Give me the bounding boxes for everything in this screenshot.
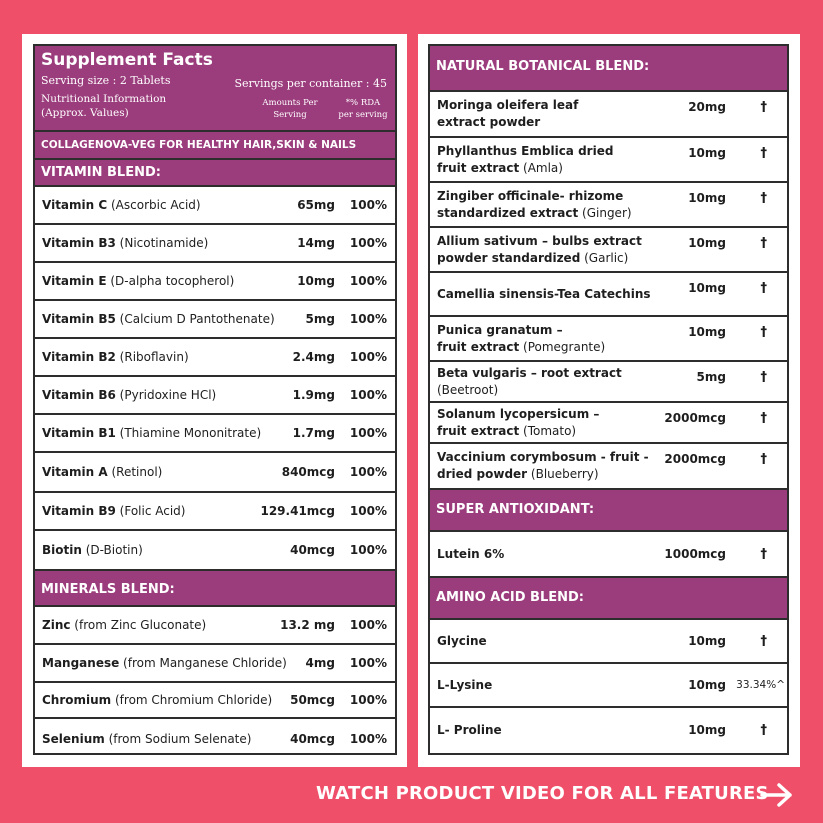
ingredient-row (430, 620, 787, 664)
nutrient-label: Vitamin C (42, 197, 108, 212)
botanical-name (437, 362, 657, 401)
nutrient-detail: (D-Biotin) (81, 542, 143, 557)
nutrient-row (35, 415, 395, 453)
botanical-row (430, 444, 787, 488)
servings-per-container: Servings per container : 45 (234, 77, 387, 90)
nutrient-name (42, 377, 216, 413)
nutrient-detail: (from Manganese Chloride) (119, 655, 287, 670)
dagger-mark: † (760, 722, 767, 738)
botanical-name-line1: Allium sativum – bulbs extract (437, 233, 642, 248)
botanical-name-part: fruit extract (437, 339, 520, 354)
botanical-name (437, 92, 657, 136)
botanical-detail: (Pomegrante) (519, 339, 606, 354)
ingredient-label: L- Proline (437, 722, 502, 737)
nutrient-label: Vitamin B3 (42, 235, 116, 250)
ingredient-row (430, 708, 787, 752)
nutrient-amount: 4mg (305, 656, 335, 670)
botanical-name-line1: Moringa oleifera leaf (437, 98, 579, 112)
botanical-name-text (437, 97, 578, 131)
amino-acid-heading: AMINO ACID BLEND: (430, 576, 787, 620)
nutrient-detail: (Pyridoxine HCl) (115, 387, 217, 402)
botanical-amount: 5mg (696, 370, 726, 384)
nutritional-info-line2: (Approx. Values) (41, 107, 129, 119)
nutrient-rda: 100% (349, 198, 387, 212)
nutrient-name (42, 187, 201, 223)
rda-header-line1: *% RDA (345, 98, 381, 108)
dagger-mark: † (760, 325, 767, 340)
nutrient-name (42, 301, 275, 337)
nutrient-amount: 13.2 mg (280, 618, 335, 632)
botanical-name-line1: Zingiber officinale- rhizome (437, 188, 624, 203)
botanical-list (430, 92, 787, 488)
amount-per-serving-header (255, 97, 325, 121)
botanical-amount: 20mg (688, 100, 726, 114)
nutrient-rda: 100% (349, 618, 387, 632)
nutrient-detail: (Calcium D Pantothenate) (115, 311, 275, 326)
botanical-card (418, 34, 800, 767)
nutrient-rda: 100% (349, 465, 387, 479)
nutrient-rda: 100% (349, 236, 387, 250)
nutrient-amount: 10mg (297, 274, 335, 288)
nutrient-rda: 100% (349, 426, 387, 440)
botanical-name-text (437, 406, 599, 440)
ingredient-rda: 33.34%^ (736, 679, 785, 691)
amino-acid-list (430, 620, 787, 752)
nutrient-label: Selenium (42, 731, 105, 746)
dagger-mark: † (760, 191, 767, 206)
facts-header (35, 46, 395, 132)
nutrient-row (35, 607, 395, 645)
botanical-name-line2 (437, 466, 649, 483)
nutrient-rda: 100% (349, 656, 387, 670)
ingredient-amount: 1000mcg (664, 547, 726, 561)
ingredient-label: Glycine (437, 633, 487, 648)
nutrient-name (42, 645, 287, 681)
nutrient-name (42, 263, 234, 299)
ingredient-row (430, 532, 787, 576)
nutrient-name (42, 607, 206, 643)
ingredient-amount: 10mg (688, 723, 726, 737)
botanical-detail: (Beetroot) (437, 382, 499, 397)
botanical-name-line2 (437, 160, 613, 177)
ingredient-name (437, 664, 657, 706)
watch-video-link[interactable]: WATCH PRODUCT VIDEO FOR ALL FEATURES (316, 783, 769, 804)
nutritional-info-line1: Nutritional Information (41, 93, 167, 105)
nutrient-rda: 100% (349, 388, 387, 402)
botanical-panel (428, 44, 789, 755)
antioxidant-list (430, 532, 787, 576)
facts-title: Supplement Facts (41, 50, 213, 70)
botanical-detail: (Ginger) (578, 205, 632, 220)
arrow-right-icon[interactable] (760, 782, 794, 808)
botanical-name (437, 138, 657, 181)
botanical-name-text (437, 322, 605, 356)
botanical-name-line2 (437, 114, 578, 131)
nutrient-label: Vitamin E (42, 273, 107, 288)
dagger-mark: † (760, 546, 767, 562)
nutrient-detail: (Retinol) (107, 464, 163, 479)
nutrient-row (35, 645, 395, 683)
botanical-detail: (Amla) (519, 160, 563, 175)
botanical-name-line1: Vaccinium corymbosum - fruit - (437, 450, 649, 464)
nutrient-label: Vitamin A (42, 464, 108, 479)
botanical-blend-heading: NATURAL BOTANICAL BLEND: (430, 46, 787, 92)
nutrient-amount: 2.4mg (292, 350, 335, 364)
botanical-name-line2 (437, 382, 622, 399)
nutrient-rda: 100% (349, 543, 387, 557)
amount-header-line2: Serving (273, 110, 307, 120)
nutritional-info (41, 92, 166, 120)
ingredient-label: L-Lysine (437, 677, 493, 692)
nutrient-label: Vitamin B5 (42, 311, 116, 326)
nutrient-amount: 1.7mg (292, 426, 335, 440)
botanical-name-line2 (437, 250, 642, 267)
ingredient-label: Lutein 6% (437, 546, 505, 561)
nutrient-name (42, 339, 189, 375)
supplement-facts-card (22, 34, 407, 767)
nutrient-amount: 1.9mg (292, 388, 335, 402)
nutrient-name (42, 493, 185, 529)
botanical-name-text (437, 449, 649, 483)
nutrient-row (35, 719, 395, 755)
botanical-name-line2 (437, 339, 605, 356)
ingredient-name (437, 620, 657, 662)
nutrient-amount: 129.41mcg (260, 504, 335, 518)
nutrient-name (42, 415, 261, 451)
nutrient-detail: (D-alpha tocopherol) (106, 273, 235, 288)
botanical-name-line1: Solanum lycopersicum – (437, 406, 600, 421)
botanical-row (430, 403, 787, 444)
botanical-row (430, 92, 787, 138)
botanical-name-text (437, 286, 651, 303)
botanical-detail: (Tomato) (519, 423, 577, 438)
botanical-name-part: standardized extract (437, 205, 579, 220)
nutrient-label: Zinc (42, 617, 71, 632)
botanical-name (437, 183, 657, 226)
nutrient-amount: 14mg (297, 236, 335, 250)
nutrient-amount: 5mg (305, 312, 335, 326)
ingredient-name (437, 708, 657, 752)
botanical-name-text (437, 143, 613, 177)
nutrient-rda: 100% (349, 312, 387, 326)
nutrient-label: Chromium (42, 692, 112, 707)
botanical-amount: 10mg (688, 146, 726, 160)
dagger-mark: † (760, 146, 767, 161)
nutrient-row (35, 683, 395, 719)
botanical-name-line2 (437, 205, 632, 222)
dagger-mark: † (760, 281, 767, 296)
vitamin-blend-heading: VITAMIN BLEND: (35, 160, 395, 187)
botanical-name (437, 317, 657, 360)
vitamin-list (35, 187, 395, 569)
ingredient-name (437, 532, 657, 576)
botanical-amount: 10mg (688, 236, 726, 250)
nutrient-label: Vitamin B1 (42, 425, 116, 440)
botanical-name-text (437, 365, 622, 399)
botanical-name-part: fruit extract (437, 423, 520, 438)
nutrient-detail: (Folic Acid) (115, 503, 186, 518)
nutrient-detail: (from Zinc Gluconate) (70, 617, 207, 632)
nutrient-rda: 100% (349, 693, 387, 707)
botanical-name-part: fruit extract (437, 160, 520, 175)
nutrient-row (35, 377, 395, 415)
botanical-amount: 2000mcg (664, 452, 726, 466)
nutrient-rda: 100% (349, 350, 387, 364)
nutrient-detail: (Nicotinamide) (115, 235, 209, 250)
rda-header-line2: per serving (338, 110, 388, 120)
botanical-row (430, 273, 787, 317)
nutrient-label: Vitamin B6 (42, 387, 116, 402)
botanical-name-part: dried powder (437, 467, 528, 481)
nutrient-label: Biotin (42, 542, 82, 557)
nutrient-row (35, 301, 395, 339)
nutrient-row (35, 453, 395, 493)
minerals-list (35, 607, 395, 755)
nutrient-detail: (Thiamine Mononitrate) (115, 425, 262, 440)
dagger-mark: † (760, 633, 767, 649)
botanical-row (430, 317, 787, 362)
nutrient-detail: (Riboflavin) (115, 349, 189, 364)
nutrient-rda: 100% (349, 274, 387, 288)
dagger-mark: † (760, 452, 767, 467)
nutrient-amount: 50mcg (290, 693, 335, 707)
botanical-name-line1: Phyllanthus Emblica dried (437, 143, 614, 158)
nutrient-name (42, 531, 143, 569)
nutrient-label: Manganese (42, 655, 120, 670)
botanical-name (437, 444, 657, 488)
nutrient-label: Vitamin B2 (42, 349, 116, 364)
nutrient-row (35, 531, 395, 569)
botanical-name-line1: Punica granatum – (437, 322, 563, 337)
dagger-mark: † (760, 236, 767, 251)
botanical-row (430, 183, 787, 228)
super-antioxidant-heading: SUPER ANTIOXIDANT: (430, 488, 787, 532)
botanical-detail: (Blueberry) (527, 467, 599, 481)
nutrient-label: Vitamin B9 (42, 503, 116, 518)
botanical-name-part: powder standardized (437, 250, 581, 265)
botanical-amount: 2000mcg (664, 411, 726, 425)
nutrient-amount: 840mcg (281, 465, 335, 479)
ingredient-row (430, 664, 787, 708)
nutrient-name (42, 719, 251, 755)
nutrient-amount: 40mcg (290, 732, 335, 746)
botanical-amount: 10mg (688, 281, 726, 295)
nutrient-row (35, 339, 395, 377)
botanical-name-part: extract powder (437, 115, 541, 129)
botanical-name-text (437, 233, 642, 267)
botanical-name-line1: Beta vulgaris – root extract (437, 365, 622, 380)
botanical-name-text (437, 188, 632, 222)
botanical-row (430, 362, 787, 403)
dagger-mark: † (760, 100, 767, 115)
nutrient-detail: (from Sodium Selenate) (104, 731, 252, 746)
nutrient-row (35, 493, 395, 531)
botanical-name (437, 228, 657, 271)
nutrient-detail: (from Chromium Chloride) (111, 692, 273, 707)
nutrient-rda: 100% (349, 732, 387, 746)
nutrient-amount: 40mcg (290, 543, 335, 557)
nutrient-row (35, 225, 395, 263)
ingredient-amount: 10mg (688, 634, 726, 648)
botanical-amount: 10mg (688, 191, 726, 205)
nutrient-detail: (Ascorbic Acid) (107, 197, 201, 212)
serving-size: Serving size : 2 Tablets (41, 74, 171, 87)
nutrient-rda: 100% (349, 504, 387, 518)
ingredient-amount: 10mg (688, 678, 726, 692)
minerals-blend-heading: MINERALS BLEND: (35, 569, 395, 607)
botanical-row (430, 138, 787, 183)
supplement-facts-panel (33, 44, 397, 755)
nutrient-amount: 65mg (297, 198, 335, 212)
botanical-row (430, 228, 787, 273)
rda-header (331, 97, 395, 121)
nutrient-name (42, 453, 162, 491)
nutrient-name (42, 683, 272, 717)
nutrient-row (35, 263, 395, 301)
dagger-mark: † (760, 370, 767, 385)
botanical-name (437, 403, 657, 442)
botanical-name-line2 (437, 423, 599, 440)
nutrient-row (35, 187, 395, 225)
product-tagline: COLLAGENOVA-VEG FOR HEALTHY HAIR,SKIN & NAILS (35, 132, 395, 160)
botanical-detail: (Garlic) (580, 250, 629, 265)
amount-header-line1: Amounts Per (262, 98, 318, 108)
dagger-mark: † (760, 411, 767, 426)
botanical-name-line1: Camellia sinensis-Tea Catechins (437, 286, 651, 301)
nutrient-name (42, 225, 208, 261)
botanical-name (437, 273, 657, 315)
botanical-amount: 10mg (688, 325, 726, 339)
